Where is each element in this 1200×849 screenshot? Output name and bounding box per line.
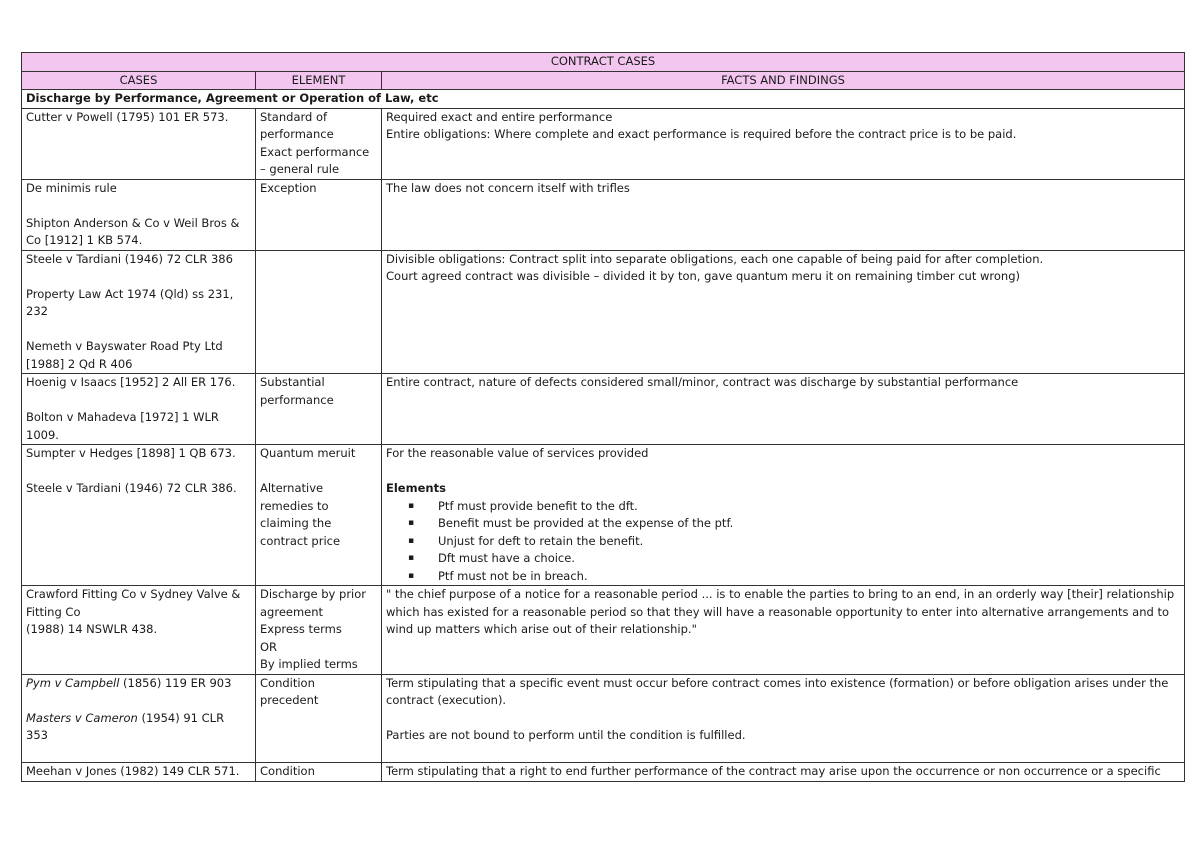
element-cell [256,586,382,675]
case-line [26,321,251,339]
element-line: performance [260,127,334,141]
element-line: performance [260,392,334,407]
cases-cell [22,374,256,445]
element-cell [256,674,382,763]
facts-line: Divisible obligations: Contract split into separate obligations, each one capable of being paid for after completion. [386,251,1044,266]
element-line: Discharge by prior [260,587,367,601]
cases-cell [22,674,256,763]
table-title: CONTRACT CASES [22,53,1185,72]
elements-heading: Elements [386,481,446,495]
cases-cell [22,250,256,374]
element-line: agreement [260,604,324,619]
case-line: Cutter v Powell (1795) 101 ER 573. [26,109,229,124]
table-row [22,250,1185,374]
case-line: Fitting Co [26,604,81,619]
facts-cell [382,108,1185,179]
element-cell [256,179,382,250]
facts-line [386,745,1180,763]
column-header-facts: FACTS AND FINDINGS [382,71,1185,90]
facts-cell [382,179,1185,250]
list-item: ▪ Unjust for deft to retain the benefit. [438,533,1180,551]
case-line [26,392,251,410]
element-line: Quantum meruit [260,446,356,460]
case-line: Crawford Fitting Co v Sydney Valve & [26,587,241,601]
element-line: Exact performance [260,144,370,159]
case-citation: (1856) 119 ER 903 [119,675,232,690]
table-row [22,108,1185,179]
case-line: [1988] 2 Qd R 406 [26,356,133,371]
case-line [26,268,251,286]
case-line [26,692,251,710]
table-row [22,374,1185,445]
element-line: claiming the [260,516,332,530]
case-line: Property Law Act 1974 (Qld) ss 231, [26,286,234,301]
element-line: precedent [260,693,319,707]
element-cell [256,108,382,179]
element-line: Standard of [260,109,328,124]
facts-line: Entire contract, nature of defects considered small/minor, contract was discharge by substantial performance [386,375,1019,389]
case-line: De minimis rule [26,180,117,195]
facts-line: contract (execution). [386,693,507,707]
column-header-element: ELEMENT [256,71,382,90]
facts-line: wind up matters which arise out of their relationship." [386,622,697,636]
case-name-italic: Masters v Cameron [26,710,138,725]
case-citation: (1954) 91 CLR [137,710,225,725]
table-row [22,179,1185,250]
element-line: By implied terms [260,657,358,671]
element-line: Condition [260,764,315,778]
facts-line: Term stipulating that a right to end further performance of the contract may arise upon the occurrence or non occurrence or a specific [386,764,1161,778]
case-line [26,727,251,745]
case-line: Steele v Tardiani (1946) 72 CLR 386. [26,481,237,495]
element-line: contract price [260,533,341,548]
table-row [22,674,1185,763]
table-row [22,445,1185,586]
case-line: Hoenig v Isaacs [1952] 2 All ER 176. [26,375,236,389]
facts-line: For the reasonable value of services provided [386,446,649,460]
list-item: ▪ Benefit must be provided at the expense of the ptf. [438,515,1180,533]
element-line: Condition [260,675,315,690]
element-line: Exception [260,180,317,195]
element-line [260,463,377,481]
cases-cell [22,108,256,179]
case-line: 232 [26,304,48,318]
element-line: Substantial [260,375,325,389]
case-line: Co [1912] 1 KB 574. [26,233,143,247]
case-line: Sumpter v Hedges [1898] 1 QB 673. [26,446,236,460]
case-line: Bolton v Mahadeva [1972] 1 WLR [26,410,219,424]
contract-cases-table [21,52,1185,782]
case-line [26,710,251,728]
facts-line: Parties are not bound to perform until the condition is fulfilled. [386,728,746,742]
facts-cell [382,374,1185,445]
elements-list [386,498,1180,586]
list-item: ▪ Ptf must provide benefit to the dft. [438,498,1180,516]
facts-line: Entire obligations: Where complete and exact performance is required before the contract price is to be paid. [386,127,1017,141]
facts-cell [382,674,1185,763]
element-line: Alternative [260,481,324,495]
element-cell [256,763,382,782]
facts-cell [382,763,1185,782]
cases-cell [22,586,256,675]
facts-cell [382,445,1185,586]
column-header-cases: CASES [22,71,256,90]
case-line [26,197,251,215]
case-line: Meehan v Jones (1982) 149 CLR 571. [26,764,240,778]
case-line: Nemeth v Bayswater Road Pty Ltd [26,339,223,353]
facts-cell [382,586,1185,675]
element-line: OR [260,639,278,654]
cases-cell [22,179,256,250]
element-line: – general rule [260,162,340,176]
facts-line: Term stipulating that a specific event must occur before contract comes into existence (formation) or before obligation arises under the [386,675,1169,690]
case-line: Steele v Tardiani (1946) 72 CLR 386 [26,251,233,266]
facts-line: " the chief purpose of a notice for a reasonable period ... is to enable the parties to bring to an end, in an orderly way [their] relationship [386,587,1175,601]
facts-cell [382,250,1185,374]
case-line: Shipton Anderson & Co v Weil Bros & [26,215,240,230]
table-row [22,763,1185,782]
facts-line: Required exact and entire performance [386,109,613,124]
cases-cell [22,763,256,782]
element-cell [256,374,382,445]
facts-line: Court agreed contract was divisible – divided it by ton, gave quantum meru it on remaining timber cut wrong) [386,269,1021,283]
element-line: remedies to [260,498,329,513]
list-item: ▪ Ptf must not be in breach. [438,568,1180,586]
list-item: ▪ Dft must have a choice. [438,550,1180,568]
facts-line: The law does not concern itself with trifles [386,180,630,195]
case-line [26,463,251,481]
facts-line [386,463,1180,481]
case-citation: 353 [26,728,48,742]
cases-cell [22,445,256,586]
facts-line [386,710,1180,728]
case-name-italic: Pym v Campbell [26,675,120,690]
table-row [22,586,1185,675]
case-line: (1988) 14 NSWLR 438. [26,622,158,636]
case-line [26,675,251,693]
element-line: Express terms [260,622,342,636]
facts-line: which has existed for a reasonable period so that they will have a reasonable opportunity to enter into alternative arrangements and to [386,604,1169,619]
element-cell [256,250,382,374]
case-line: 1009. [26,427,59,442]
section-heading: Discharge by Performance, Agreement or Operation of Law, etc [22,90,1185,109]
element-cell [256,445,382,586]
